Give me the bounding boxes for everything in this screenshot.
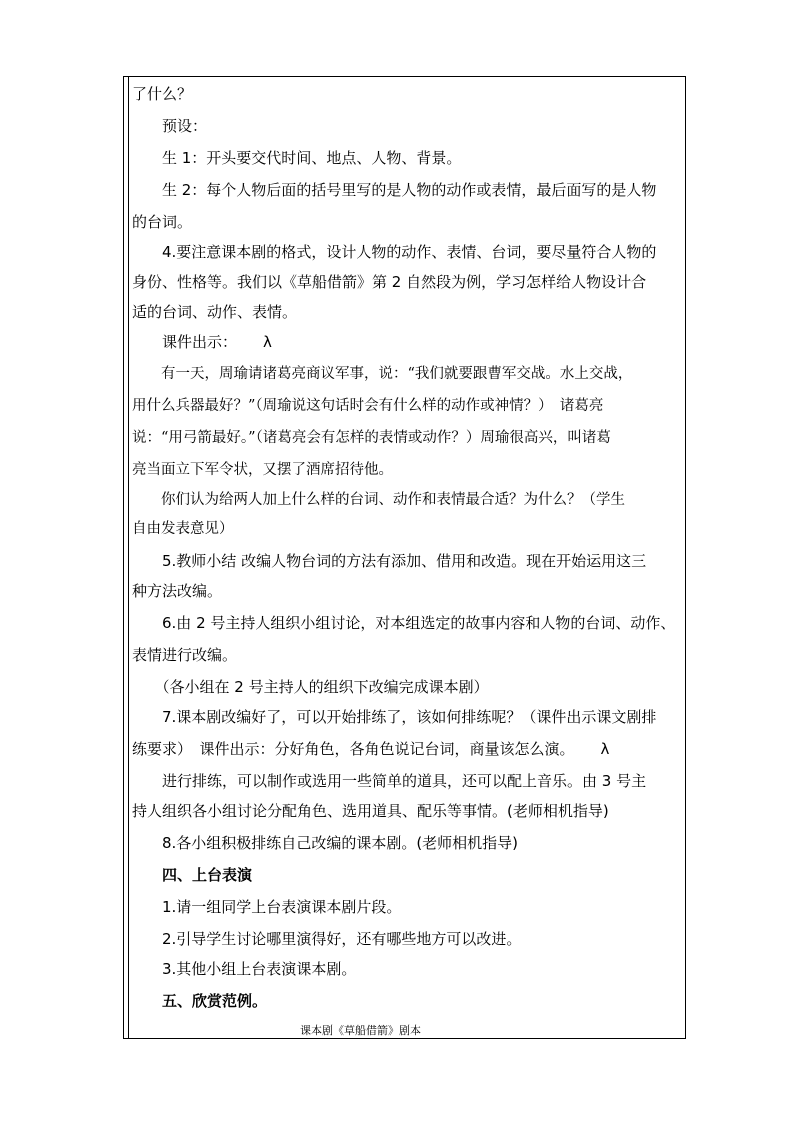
text-line: 5.教师小结 改编人物台词的方法有添加、借用和改造。现在开始运用这三	[132, 552, 647, 570]
text-line: （各小组在 2 号主持人的组织下改编完成课本剧）	[132, 678, 489, 696]
text-line-courseware	[132, 739, 609, 759]
courseware-label: 课件出示：	[132, 333, 238, 351]
courseware-requirements: 练要求） 课件出示：分好角色，各角色说记台词，商量该怎么演。	[132, 740, 575, 758]
text-line: 8.各小组积极排练自己改编的课本剧。(老师相机指导)	[132, 834, 519, 852]
text-line: 的台词。	[132, 213, 193, 231]
text-line: 3.其他小组上台表演课本剧。	[132, 960, 357, 978]
text-line: 身份、性格等。我们以《草船借箭》第 2 自然段为例，学习怎样给人物设计合	[132, 273, 647, 291]
lambda-marker: λ	[600, 740, 610, 758]
table-left-rule	[128, 77, 129, 1038]
quote-line: 说：“用弓箭最好。”（诸葛亮会有怎样的表情或动作？）周瑜很高兴，叫诸葛	[132, 430, 611, 446]
text-line: 持人组织各小组讨论分配角色、选用道具、配乐等事情。(老师相机指导)	[132, 802, 609, 820]
text-line: 6.由 2 号主持人组织小组讨论，对本组选定的故事内容和人物的台词、动作、	[132, 614, 676, 632]
quote-line: 你们认为给两人加上什么样的台词、动作和表情最合适？为什么？（学生	[132, 492, 625, 508]
lambda-marker: λ	[263, 333, 272, 351]
text-line: 生 2：每个人物后面的括号里写的是人物的动作或表情，最后面写的是人物	[132, 181, 657, 199]
quote-line: 自由发表意见）	[132, 521, 234, 537]
text-line: 表情进行改编。	[132, 646, 238, 664]
text-line: 2.引导学生讨论哪里演得好，还有哪些地方可以改进。	[132, 930, 522, 948]
text-line-courseware	[132, 332, 272, 352]
quote-line: 用什么兵器最好？”（周瑜说这句话时会有什么样的动作或神情？） 诸葛亮	[132, 398, 604, 414]
script-title: 课本剧《草船借箭》剧本	[300, 1024, 421, 1037]
text-line: 种方法改编。	[132, 582, 223, 600]
quote-line: 有一天，周瑜请诸葛亮商议军事，说：“我们就要跟曹军交战。水上交战，	[132, 366, 633, 382]
text-line: 7.课本剧改编好了，可以开始排练了，该如何排练呢？（课件出示课文剧排	[132, 708, 657, 726]
text-line: 生 1：开头要交代时间、地点、人物、背景。	[132, 149, 462, 167]
text-line: 适的台词、动作、表情。	[132, 303, 298, 321]
text-line: 1.请一组同学上台表演课本剧片段。	[132, 898, 402, 916]
text-line: 预设：	[132, 117, 208, 135]
quote-line: 亮当面立下军令状，又摆了酒席招待他。	[132, 462, 393, 478]
section-heading: 五、欣赏范例。	[132, 992, 268, 1010]
section-heading: 四、上台表演	[132, 866, 253, 884]
text-line: 进行排练，可以制作或选用一些简单的道具，还可以配上音乐。由 3 号主	[132, 772, 647, 790]
text-line: 了什么？	[132, 85, 193, 103]
text-line: 4.要注意课本剧的格式，设计人物的动作、表情、台词，要尽量符合人物的	[132, 243, 657, 261]
